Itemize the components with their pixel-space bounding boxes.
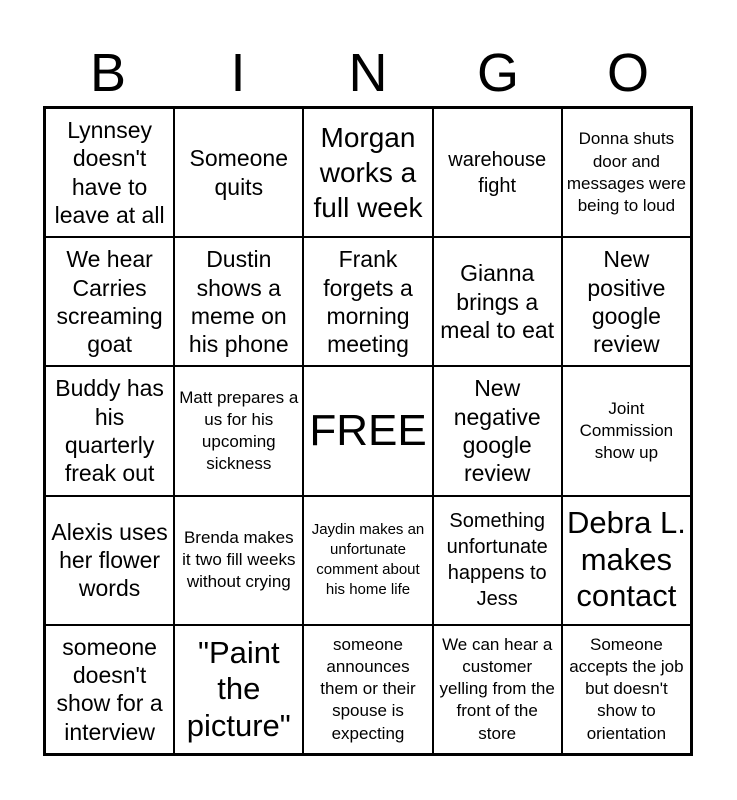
- bingo-cell-r4-c5[interactable]: [562, 496, 691, 625]
- cell-text: Debra L. makes contact: [566, 505, 686, 614]
- bingo-cell-r5-c5[interactable]: [562, 625, 691, 754]
- cell-text: New negative google review: [453, 375, 541, 487]
- bingo-cell-r1-c3[interactable]: [303, 108, 432, 237]
- bingo-cell-r3-c1[interactable]: [45, 366, 174, 495]
- bingo-cell-r5-c4[interactable]: [433, 625, 562, 754]
- bingo-cell-r3-c5[interactable]: [562, 366, 691, 495]
- cell-text: Lynnsey doesn't have to leave at all: [54, 117, 165, 228]
- header-letter-o: O: [606, 43, 649, 103]
- bingo-cell-r1-c1[interactable]: [45, 108, 174, 237]
- bingo-cell-r1-c2[interactable]: [174, 108, 303, 237]
- bingo-cell-r2-c1[interactable]: [45, 237, 174, 366]
- bingo-cell-r4-c3[interactable]: [303, 496, 432, 625]
- bingo-cell-r2-c3[interactable]: [303, 237, 432, 366]
- bingo-cell-r5-c2[interactable]: [174, 625, 303, 754]
- bingo-header: [43, 40, 693, 106]
- bingo-cell-r5-c3[interactable]: [303, 625, 432, 754]
- cell-text: Donna shuts door and messages were being to loud: [566, 129, 686, 215]
- cell-text: Buddy has his quarterly freak out: [55, 375, 164, 487]
- bingo-cell-r5-c1[interactable]: [45, 625, 174, 754]
- cell-text: Morgan works a full week: [313, 122, 423, 224]
- header-letter-i: I: [230, 43, 246, 103]
- cell-text: New positive google review: [587, 246, 666, 358]
- cell-text: We can hear a customer yelling from the front of the store: [439, 635, 555, 743]
- cell-text: We hear Carries screaming goat: [56, 246, 163, 358]
- cell-text: Someone quits: [189, 145, 289, 200]
- bingo-cell-r4-c4[interactable]: [433, 496, 562, 625]
- bingo-cell-r1-c4[interactable]: [433, 108, 562, 237]
- bingo-cell-r2-c2[interactable]: [174, 237, 303, 366]
- bingo-cell-r3-c2[interactable]: [174, 366, 303, 495]
- cell-text: Matt prepares a us for his upcoming sickness: [179, 387, 299, 474]
- cell-text: Alexis uses her flower words: [51, 518, 168, 602]
- cell-text: Someone accepts the job but doesn't show to orientation: [569, 635, 684, 743]
- cell-text: someone announces them or their spouse is expecting: [320, 635, 416, 743]
- cell-text: warehouse fight: [448, 148, 547, 197]
- cell-text: Jaydin makes an unfortunate comment about his home life: [311, 520, 425, 599]
- cell-text: someone doesn't show for a interview: [56, 633, 163, 745]
- bingo-cell-r2-c5[interactable]: [562, 237, 691, 366]
- cell-text: "Paint the picture": [186, 634, 291, 743]
- cell-text: Dustin shows a meme on his phone: [188, 246, 289, 358]
- bingo-cell-r1-c5[interactable]: [562, 108, 691, 237]
- bingo-cell-r4-c2[interactable]: [174, 496, 303, 625]
- cell-text: Brenda makes it two fill weeks without crying: [182, 528, 296, 592]
- bingo-cell-r3-c4[interactable]: [433, 366, 562, 495]
- cell-text: Something unfortunate happens to Jess: [446, 510, 548, 611]
- header-letter-b: B: [89, 43, 127, 103]
- free-space-label: FREE: [309, 405, 427, 455]
- bingo-cell-r4-c1[interactable]: [45, 496, 174, 625]
- header-letter-g: G: [476, 43, 519, 103]
- bingo-board: [43, 106, 693, 756]
- header-letter-n: N: [348, 43, 388, 103]
- cell-text: Gianna brings a meal to eat: [440, 260, 555, 343]
- cell-text: Joint Commission show up: [579, 398, 674, 463]
- cell-text: Frank forgets a morning meeting: [323, 246, 413, 358]
- bingo-cell-free[interactable]: [303, 366, 432, 495]
- bingo-cell-r2-c4[interactable]: [433, 237, 562, 366]
